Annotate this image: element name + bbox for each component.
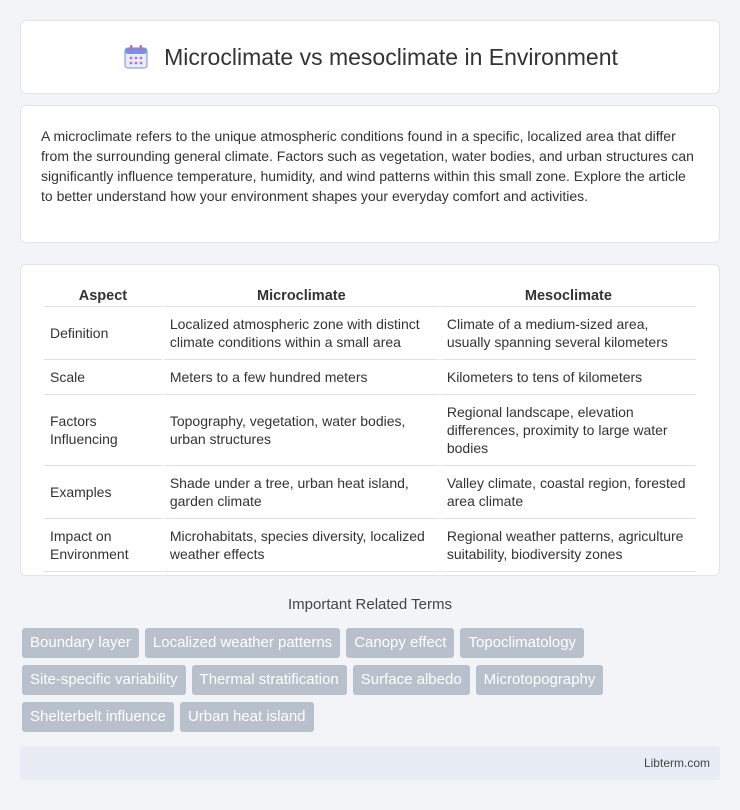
cell-aspect: Definition [44, 307, 162, 360]
cell-microclimate: Topography, vegetation, water bodies, urban structures [164, 395, 439, 466]
table-row [44, 395, 696, 466]
footer [20, 746, 720, 780]
footer-site-link[interactable]: Libterm.com [643, 756, 710, 770]
related-terms-list [22, 628, 722, 732]
cell-microclimate: Shade under a tree, urban heat island, garden climate [164, 466, 439, 519]
term-tag[interactable]: Canopy effect [346, 628, 454, 658]
related-terms-heading: Important Related Terms [288, 596, 452, 613]
cell-microclimate: Meters to a few hundred meters [164, 360, 439, 395]
header-mesoclimate: Mesoclimate [441, 285, 696, 307]
term-tag[interactable]: Shelterbelt influence [22, 702, 174, 732]
intro-text: A microclimate refers to the unique atmospheric conditions found in a specific, localized area that differ from the surrounding general climate. Factors such as vegetation, water bodies, and urban structures can significantly influence temperature, humidity, and wind patterns within this small zone. Explore the article to better understand how your environment shapes your everyday comfort and activities. [41, 128, 694, 204]
term-tag[interactable]: Localized weather patterns [145, 628, 340, 658]
term-tag[interactable]: Thermal stratification [192, 665, 347, 695]
cell-aspect: Examples [44, 466, 162, 519]
cell-aspect: Scale [44, 360, 162, 395]
cell-mesoclimate: Regional weather patterns, agriculture suitability, biodiversity zones [441, 519, 696, 572]
term-tag[interactable]: Site-specific variability [22, 665, 186, 695]
cell-microclimate: Localized atmospheric zone with distinct climate conditions within a small area [164, 307, 439, 360]
comparison-table [42, 285, 698, 572]
cell-aspect: Factors Influencing [44, 395, 162, 466]
table-row [44, 466, 696, 519]
cell-mesoclimate: Valley climate, coastal region, forested area climate [441, 466, 696, 519]
table-row [44, 519, 696, 572]
term-tag[interactable]: Microtopography [476, 665, 604, 695]
header-microclimate: Microclimate [164, 285, 439, 307]
cell-mesoclimate: Kilometers to tens of kilometers [441, 360, 696, 395]
title-card [20, 20, 720, 94]
cell-microclimate: Microhabitats, species diversity, localized weather effects [164, 519, 439, 572]
table-header-row [44, 285, 696, 307]
comparison-table-card [20, 264, 720, 576]
term-tag[interactable]: Topoclimatology [460, 628, 584, 658]
table-row [44, 360, 696, 395]
header-aspect: Aspect [44, 285, 162, 307]
cell-mesoclimate: Regional landscape, elevation differences, proximity to large water bodies [441, 395, 696, 466]
cell-aspect: Impact on Environment [44, 519, 162, 572]
page-title: Microclimate vs mesoclimate in Environment [164, 43, 618, 70]
cell-mesoclimate: Climate of a medium-sized area, usually spanning several kilometers [441, 307, 696, 360]
intro-card [20, 105, 720, 243]
table-row [44, 307, 696, 360]
term-tag[interactable]: Urban heat island [180, 702, 314, 732]
term-tag[interactable]: Surface albedo [353, 665, 470, 695]
calendar-icon [122, 43, 150, 71]
term-tag[interactable]: Boundary layer [22, 628, 139, 658]
